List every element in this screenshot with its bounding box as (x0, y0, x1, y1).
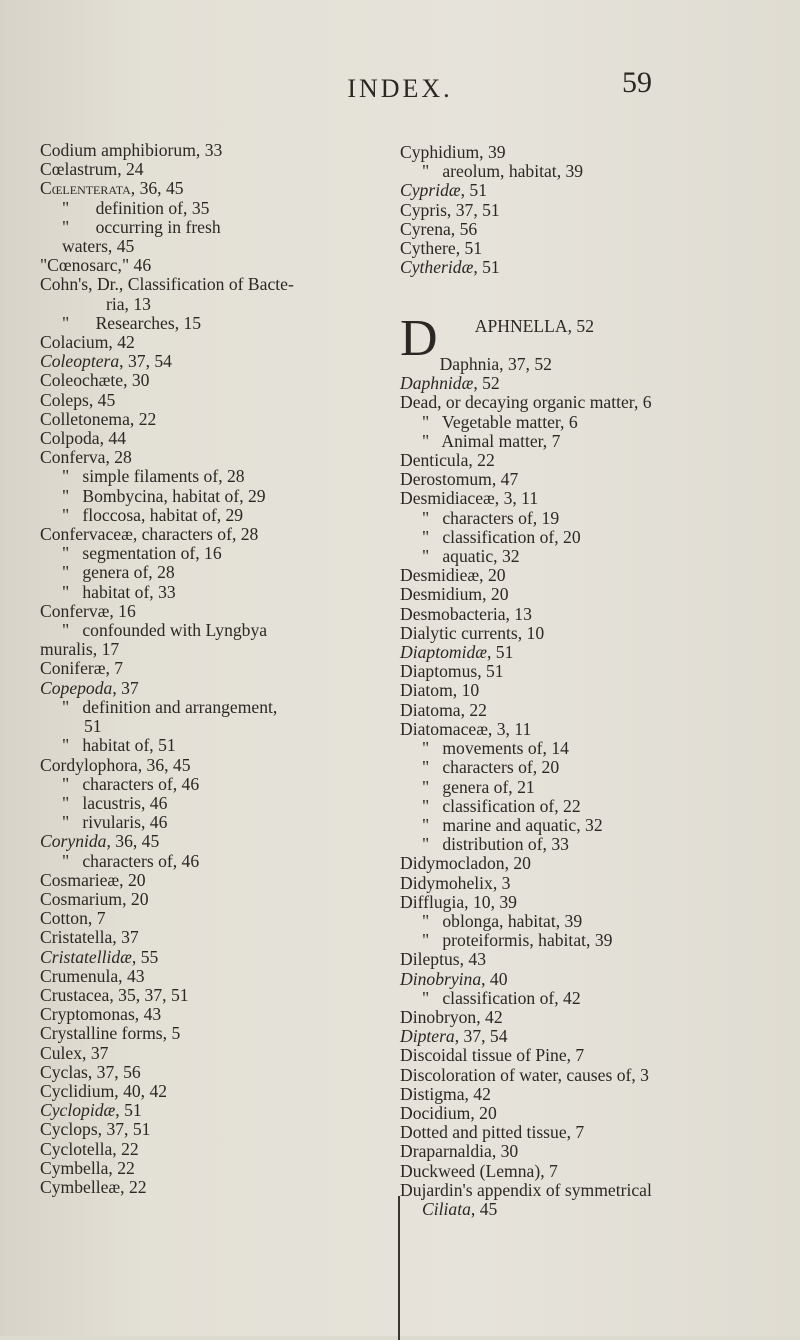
index-entry: Colpoda, 44 (40, 428, 127, 449)
index-entry: " marine and aquatic, 32 (422, 814, 603, 835)
index-entry: Discoloration of water, causes of, 3 (400, 1064, 649, 1085)
index-entry: Confervæ, 16 (40, 600, 136, 621)
index-entry: Cristatella, 37 (40, 927, 139, 948)
index-column-right (400, 143, 785, 1219)
index-entry: Crustacea, 35, 37, 51 (40, 984, 189, 1005)
index-entry: Cyclas, 37, 56 (40, 1061, 141, 1082)
index-entry: Cymbella, 22 (40, 1157, 135, 1178)
index-entry: Dotted and pitted tissue, 7 (400, 1122, 585, 1143)
index-entry: Confervaceæ, characters of, 28 (40, 524, 259, 545)
index-entry: Conferva, 28 (40, 447, 132, 468)
lead-entry-text: APHNELLA, 52 (474, 315, 594, 336)
index-entry: " lacustris, 46 (62, 792, 168, 813)
index-entry: Ciliata, 45 (422, 1198, 498, 1219)
index-entry: ria, 13 (106, 293, 151, 314)
index-entry: Cythere, 51 (400, 238, 483, 259)
index-entry: Desmidiaceæ, 3, 11 (400, 488, 539, 509)
index-entry: Diatomaceæ, 3, 11 (400, 718, 532, 739)
index-entry: Cyclidium, 40, 42 (40, 1080, 168, 1101)
page-number: 59 (622, 66, 652, 99)
index-entry: Distigma, 42 (400, 1083, 491, 1104)
index-entry: Coleochæte, 30 (40, 370, 150, 391)
index-entry: Denticula, 22 (400, 450, 495, 471)
index-entry: Cymbelleæ, 22 (40, 1176, 147, 1197)
index-entry: Copepoda, 37 (40, 677, 139, 698)
index-entry: " definition of, 35 (62, 197, 210, 218)
index-entry: Duckweed (Lemna), 7 (400, 1160, 558, 1181)
index-entry: " movements of, 14 (422, 738, 569, 759)
index-entry: " segmentation of, 16 (62, 543, 222, 564)
index-entry: " simple filaments of, 28 (62, 466, 245, 487)
index-entry: Diatom, 10 (400, 680, 480, 701)
index-entry: Dileptus, 43 (400, 949, 487, 970)
index-entry: Cyphidium, 39 (400, 142, 506, 162)
index-section-d (400, 297, 785, 1219)
index-entry: Desmobacteria, 13 (400, 603, 532, 624)
index-entry: " habitat of, 33 (62, 581, 176, 602)
index-entry: Derostomum, 47 (400, 469, 519, 490)
index-entry: Difflugia, 10, 39 (400, 891, 517, 912)
index-entry: " characters of, 19 (422, 507, 560, 528)
index-entry: Discoidal tissue of Pine, 7 (400, 1045, 585, 1066)
index-entry: Cryptomonas, 43 (40, 1004, 162, 1025)
index-entry: Cypris, 37, 51 (400, 199, 500, 220)
index-entry: " proteiformis, habitat, 39 (422, 930, 613, 951)
index-entry: Cyclopidæ, 51 (40, 1100, 142, 1121)
index-entry: " Vegetable matter, 6 (422, 411, 578, 432)
index-entry: Diaptomidæ, 51 (400, 642, 514, 663)
index-entry: " classification of, 42 (422, 987, 581, 1008)
index-entry: Codium amphibiorum, 33 (40, 140, 223, 160)
index-entry: " classification of, 22 (422, 795, 581, 816)
index-entry: " genera of, 21 (422, 776, 535, 797)
index-entry: Culex, 37 (40, 1042, 109, 1063)
index-entry: "Cœnosarc," 46 (40, 255, 152, 276)
index-entry: " rivularis, 46 (62, 812, 168, 833)
index-entry: " characters of, 20 (422, 757, 560, 778)
index-entry: Dinobryon, 42 (400, 1006, 503, 1027)
index-entry: " genera of, 28 (62, 562, 175, 583)
index-entry: Cosmarieæ, 20 (40, 869, 146, 890)
index-entry: Colletonema, 22 (40, 408, 157, 429)
index-entries-d (400, 355, 785, 1219)
index-entry: Dead, or decaying organic matter, 6 (400, 392, 652, 413)
index-entry: " aquatic, 32 (422, 546, 520, 567)
index-entry: Cosmarium, 20 (40, 888, 149, 909)
index-entry: Coleps, 45 (40, 389, 116, 410)
index-entry: " occurring in fresh (62, 216, 221, 237)
index-entry: " areolum, habitat, 39 (422, 161, 584, 182)
index-entry: Dujardin's appendix of symmetrical (400, 1179, 652, 1200)
index-entry: Dialytic currents, 10 (400, 622, 545, 643)
index-entry: " Animal matter, 7 (422, 430, 561, 451)
index-entry: " distribution of, 33 (422, 834, 569, 855)
index-entry: " classification of, 20 (422, 526, 581, 547)
index-entry: Cytheridæ, 51 (400, 257, 500, 278)
index-entry: Corynida, 36, 45 (40, 831, 160, 852)
index-entry: Diptera, 37, 54 (400, 1026, 508, 1047)
index-entry: Crumenula, 43 (40, 965, 145, 986)
index-entry: Desmidium, 20 (400, 584, 509, 605)
index-entry: Coleoptera, 37, 54 (40, 351, 172, 372)
index-entry: Coniferæ, 7 (40, 658, 124, 679)
index-entry: Daphnia, 37, 52 (439, 354, 552, 375)
index-entry: " oblonga, habitat, 39 (422, 910, 583, 931)
index-entry: 51 (84, 716, 102, 737)
index-entry: " Bombycina, habitat of, 29 (62, 485, 266, 506)
index-entry: " characters of, 46 (62, 850, 200, 871)
index-entry: " floccosa, habitat of, 29 (62, 504, 244, 525)
index-entry: Cyrena, 56 (400, 218, 478, 239)
column-rule (398, 1196, 400, 1340)
index-entry: Cyclops, 37, 51 (40, 1119, 151, 1140)
index-entry: " habitat of, 51 (62, 735, 176, 756)
index-entry: Cristatellidæ, 55 (40, 946, 159, 967)
page-title: INDEX. (347, 74, 453, 103)
index-entry: muralis, 17 (40, 639, 120, 660)
index-entry: Cohn's, Dr., Classification of Bacte- (40, 274, 294, 295)
index-column-left (40, 141, 415, 1197)
index-entry: Cyclotella, 22 (40, 1138, 139, 1159)
index-entry: Daphnidæ, 52 (400, 373, 500, 394)
index-entry: Cordylophora, 36, 45 (40, 754, 191, 775)
index-entry: Dinobryina, 40 (400, 968, 508, 989)
index-entry: Desmidieæ, 20 (400, 565, 506, 586)
index-section-c (400, 143, 785, 277)
index-entry: Docidium, 20 (400, 1102, 497, 1123)
index-entry: Cotton, 7 (40, 908, 106, 929)
index-entry: Didymocladon, 20 (400, 853, 531, 874)
index-entry: " Researches, 15 (62, 312, 202, 333)
index-entry: " confounded with Lyngbya (62, 620, 268, 641)
drop-cap: D (400, 309, 438, 367)
index-entry: Cœlastrum, 24 (40, 159, 144, 180)
index-entry: Diatoma, 22 (400, 699, 487, 720)
index-entry: Didymohelix, 3 (400, 872, 511, 893)
index-entry: Cypridæ, 51 (400, 180, 487, 201)
index-entry: " definition and arrangement, (62, 696, 278, 717)
index-entry: Crystalline forms, 5 (40, 1023, 181, 1044)
index-entry: " characters of, 46 (62, 773, 200, 794)
index-entry: Diaptomus, 51 (400, 661, 504, 682)
index-entry: Cœlenterata, 36, 45 (40, 178, 184, 199)
index-entry: Draparnaldia, 30 (400, 1141, 519, 1162)
index-entry: waters, 45 (62, 236, 135, 257)
index-entry: Colacium, 42 (40, 332, 135, 353)
